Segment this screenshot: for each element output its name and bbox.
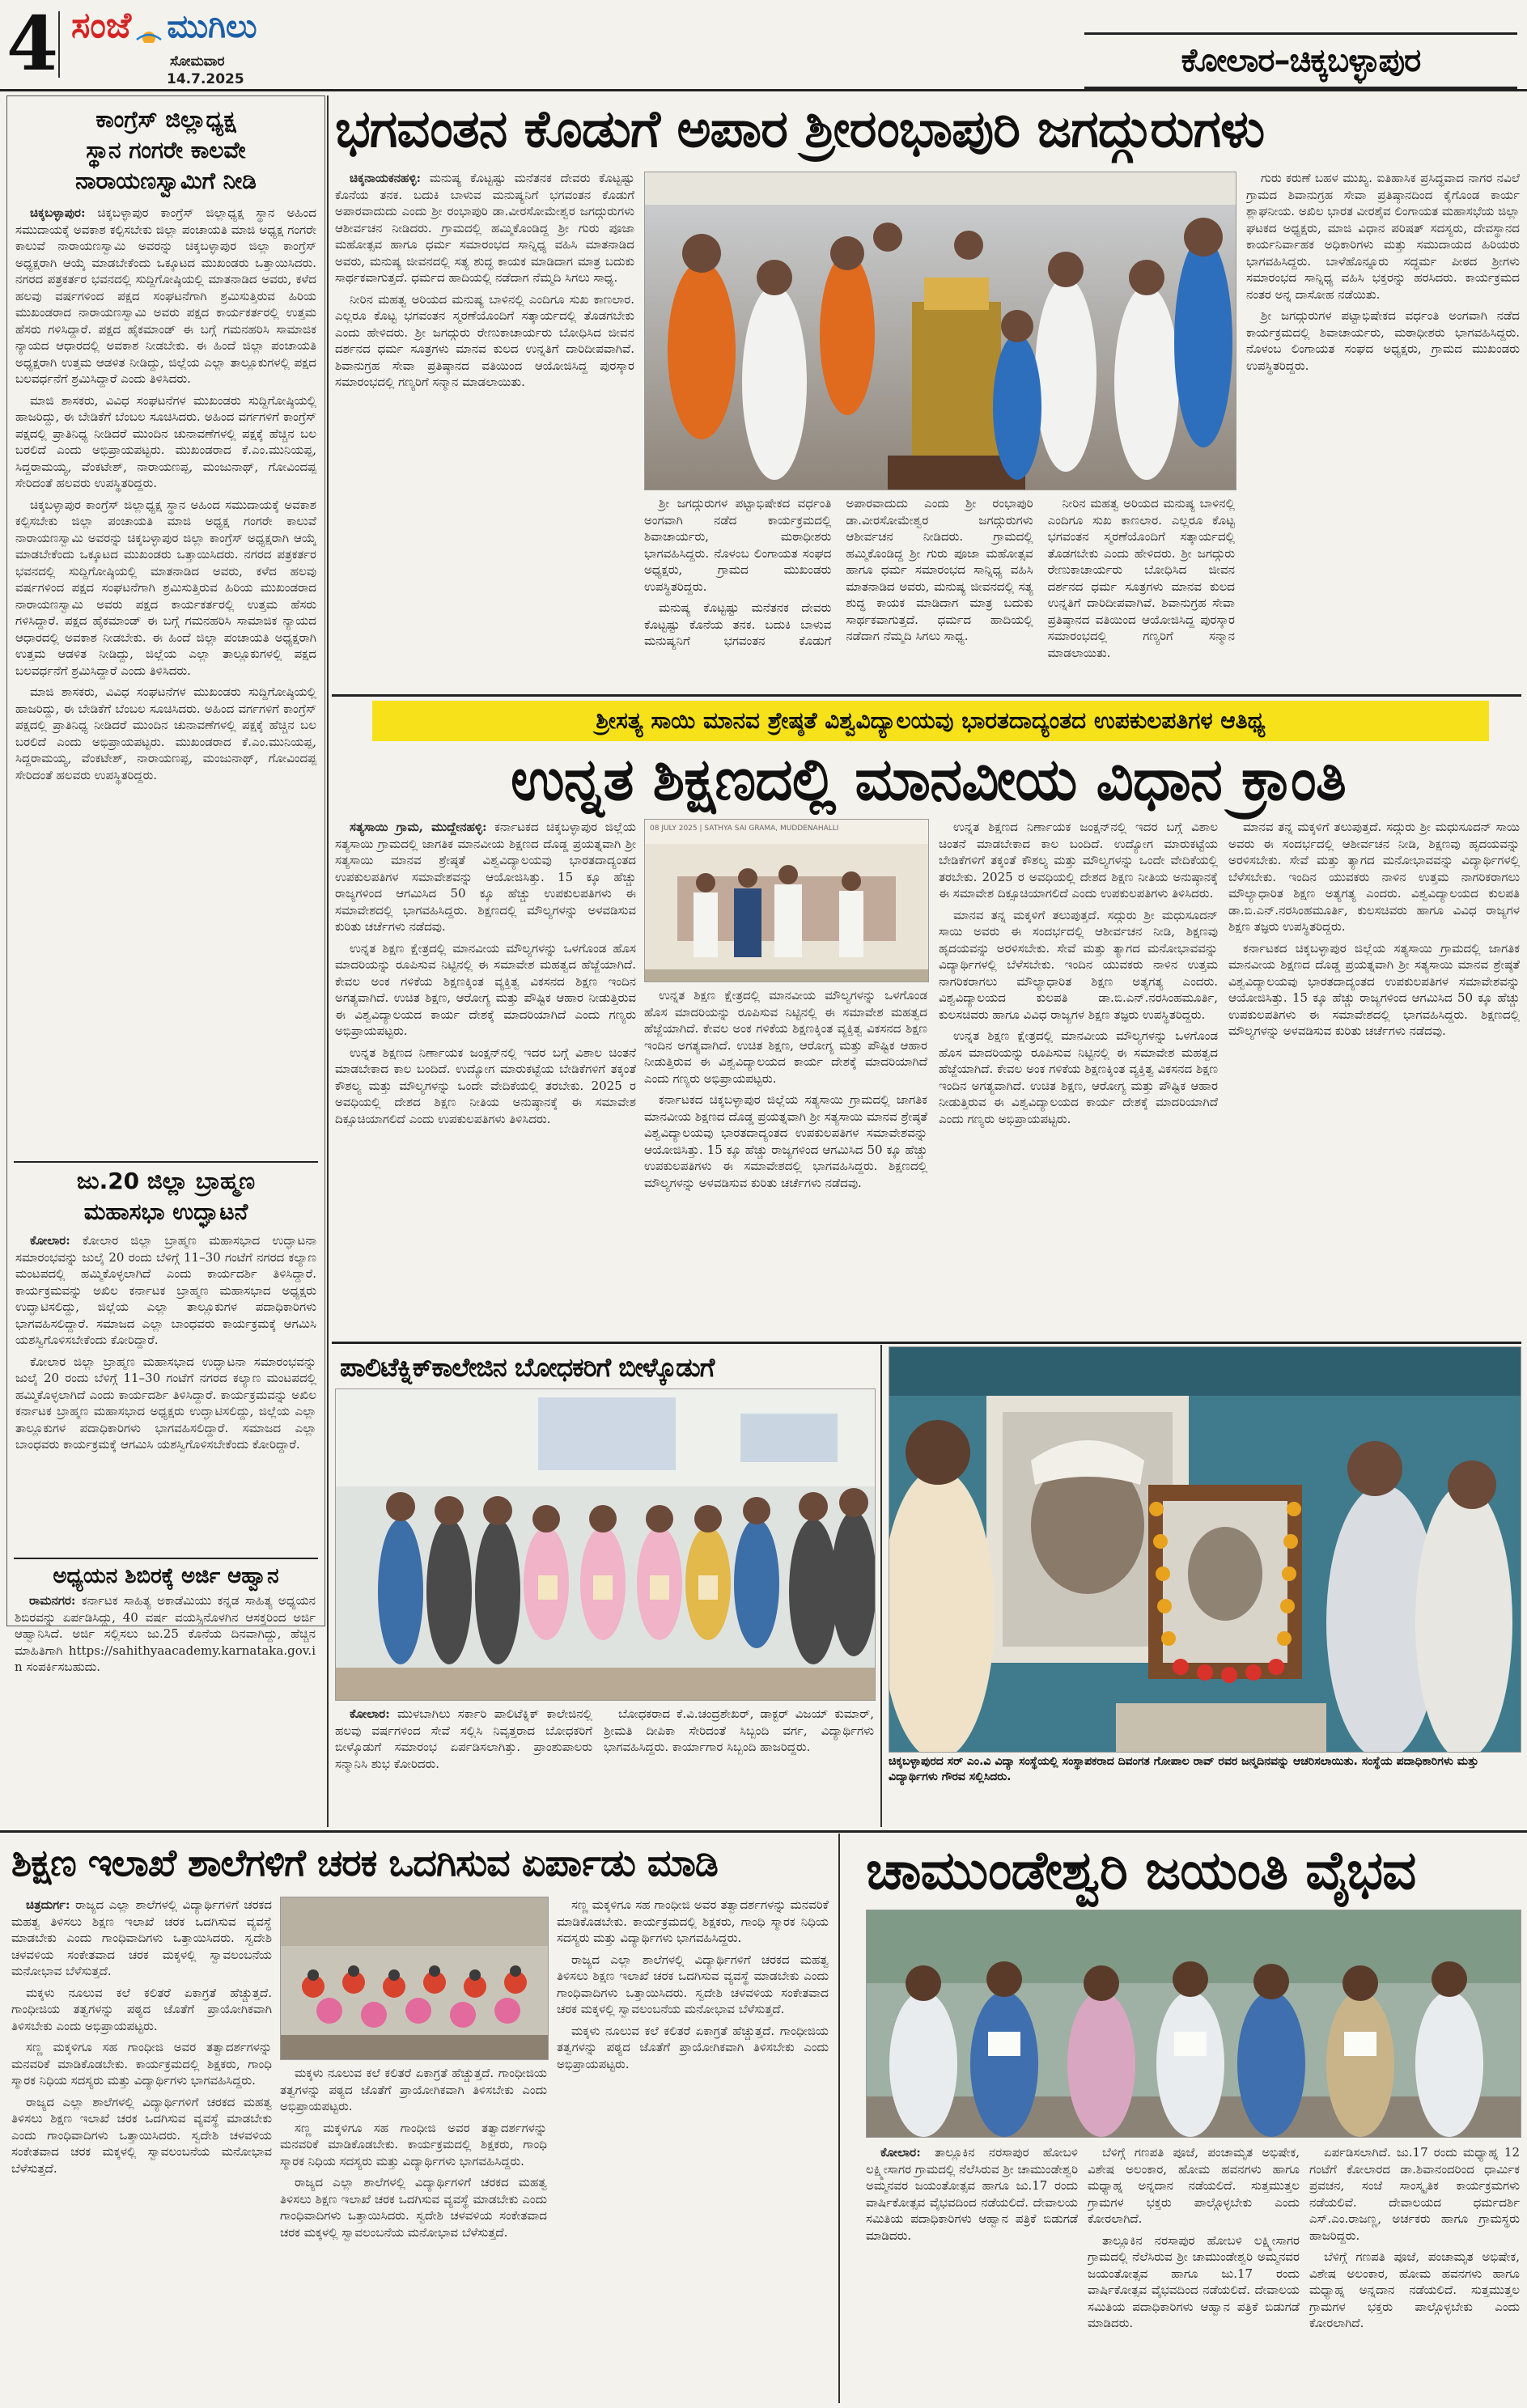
mid-story-col3: ಉನ್ನತ ಶಿಕ್ಷಣದ ನಿರ್ಣಾಯಕ ಜಂಕ್ಷನ್‌ನಲ್ಲಿ ಇದರ ಬಗ್ಗೆ ವಿಶಾಲ ಚಿಂತನೆ ಮಾಡಬೇಕಾದ ಕಾಲ ಬಂದಿದೆ. ಉದ್ಯೋಗ ಮಾರುಕಟ್ಟೆಯ ಬೇಡಿಕೆಗಳಿಗೆ ತಕ್ಕಂತೆ ಕೌಶಲ್ಯ ಮತ್ತು ಮೌಲ್ಯಗಳನ್ನು ಒಂದೇ ವೇದಿಕೆಯಲ್ಲಿ ತರಬೇಕು. 2025 ರ ಅವಧಿಯಲ್ಲಿ ದೇಶದ ಶಿಕ್ಷಣ ನೀತಿಯ ಅನುಷ್ಠಾನಕ್ಕೆ ಈ ಸಮಾವೇಶ ದಿಕ್ಸೂಚಿಯಾಗಲಿದೆ ಎಂದು ಉಪಕುಲಪತಿಗಳು ತಿಳಿಸಿದರು. ಮಾನವ ತನ್ನ ಮಕ್ಕಳಿಗೆ ತಲುಪುತ್ತದೆ. ಸದ್ಗುರು ಶ್ರೀ ಮಧುಸೂದನ್ ಸಾಯಿ ಅವರು ಈ ಸಂದರ್ಭದಲ್ಲಿ ಆಶೀರ್ವಚನ ನೀಡಿ, ಶಿಕ್ಷಣವು ಹೃದಯವನ್ನು ಅರಳಿಸಬೇಕು. ಸೇವೆ ಮತ್ತು ತ್ಯಾಗದ ಮನೋಭಾವವನ್ನು ವಿದ್ಯಾರ್ಥಿಗಳಲ್ಲಿ ಬೆಳೆಸಬೇಕು. ಇಂದಿನ ಯುವಕರು ನಾಳಿನ ಉತ್ತಮ ನಾಗರಿಕರಾಗಲು ಮೌಲ್ಯಾಧಾರಿತ ಶಿಕ್ಷಣ ಅತ್ಯಗತ್ಯ ಎಂದರು. ವಿಶ್ವವಿದ್ಯಾಲಯದ ಕುಲಪತಿ ಡಾ.ಬಿ.ಎನ್.ನರಸಿಂಹಮೂರ್ತಿ, ಕುಲಸಚಿವರು ಹಾಗೂ ವಿವಿಧ ರಾಜ್ಯಗಳ ಶಿಕ್ಷಣ ತಜ್ಞರು ಉಪಸ್ಥಿತರಿದ್ದರು. ಉನ್ನತ ಶಿಕ್ಷಣ ಕ್ಷೇತ್ರದಲ್ಲಿ ಮಾನವೀಯ ಮೌಲ್ಯಗಳನ್ನು ಒಳಗೊಂಡ ಹೊಸ ಮಾದರಿಯನ್ನು ರೂಪಿಸುವ ನಿಟ್ಟಿನಲ್ಲಿ ಈ ಸಮಾವೇಶ ಮಹತ್ವದ ಹೆಜ್ಜೆಯಾಗಿದೆ. ಕೇವಲ ಅಂಕ ಗಳಿಕೆಯ ಶಿಕ್ಷಣಕ್ಕಿಂತ ವ್ಯಕ್ತಿತ್ವ ವಿಕಸನದ ಶಿಕ್ಷಣ ಇಂದಿನ ಅಗತ್ಯವಾಗಿದೆ. ಉಚಿತ ಶಿಕ್ಷಣ, ಆರೋಗ್ಯ ಮತ್ತು ಪೌಷ್ಟಿಕ ಆಹಾರ ನೀಡುತ್ತಿರುವ ಈ ವಿಶ್ವವಿದ್ಯಾಲಯದ ಕಾರ್ಯ ದೇಶಕ್ಕೆ ಮಾದರಿಯಾಗಿದೆ ಎಂದು ಗಣ್ಯರು ಅಭಿಪ್ರಾಯಪಟ್ಟರು. [939,820,1218,1126]
brand-left: ಸಂಜೆ [71,5,132,46]
issue-day: ಸೋಮವಾರ [170,53,225,70]
sidebar-divider-2 [14,1558,318,1559]
sidebar-story2-headline: ಜು.20 ಜಿಲ್ಲಾ ಬ್ರಾಹ್ಮಣ ಮಹಾಸಭಾ ಉದ್ಘಾಟನೆ [76,1168,256,1225]
mid-story-photo [644,819,929,982]
masthead-rule [0,89,1527,91]
top-story-col1: ಚಿಕ್ಕನಾಯಕನಹಳ್ಳಿ: ಮನುಷ್ಯ ಕೊಟ್ಟಷ್ಟು ಮನೆತನಕ ದೇವರು ಕೊಟ್ಟಷ್ಟು ಕೊನೆಯ ತನಕ. ಬದುಕಿ ಬಾಳುವ ಮನುಷ್ಯನಿಗೆ ಭಗವಂತನ ಕೊಡುಗೆ ಅಪಾರವಾದುದು ಎಂದು ಶ್ರೀ ರಂಭಾಪುರಿ ಡಾ.ವೀರಸೋಮೇಶ್ವರ ಜಗದ್ಗುರುಗಳು ಆಶೀರ್ವಚನ ನೀಡಿದರು. ಗ್ರಾಮದಲ್ಲಿ ಹಮ್ಮಿಕೊಂಡಿದ್ದ ಶ್ರೀ ಗುರು ಪೂಜಾ ಮಹೋತ್ಸವ ಹಾಗೂ ಧರ್ಮ ಸಮಾರಂಭದ ಸಾನ್ನಿಧ್ಯ ವಹಿಸಿ ಮಾತನಾಡಿದ ಅವರು, ಮನುಷ್ಯ ಜೀವನದಲ್ಲಿ ಸತ್ಯ ಶುದ್ಧ ಕಾಯಕ ಮಾಡಿದಾಗ ಮಾತ್ರ ಬದುಕು ಸಾರ್ಥಕವಾಗುತ್ತದೆ. ಧರ್ಮದ ಹಾದಿಯಲ್ಲಿ ನಡೆದಾಗ ನೆಮ್ಮದಿ ಸಿಗಲು ಸಾಧ್ಯ. ನೀರಿನ ಮಹತ್ವ ಅರಿಯದ ಮನುಷ್ಯ ಬಾಳಿನಲ್ಲಿ ಎಂದಿಗೂ ಸುಖ ಕಾಣಲಾರ. ಎಲ್ಲರೂ ಕೊಟ್ಟ ಭಗವಂತನ ಸ್ಮರಣೆಯೊಂದಿಗೆ ಸತ್ಕಾರ್ಯದಲ್ಲಿ ತೊಡಗಬೇಕು ಎಂದು ಹೇಳಿದರು. ಶ್ರೀ ಜಗದ್ಗುರು ರೇಣುಕಾಚಾರ್ಯರು ಬೋಧಿಸಿದ ಜೀವನ ದರ್ಶನದ ಧರ್ಮ ಸೂತ್ರಗಳು ಮಾನವ ಕುಲದ ಉನ್ನತಿಗೆ ದಾರಿದೀಪವಾಗಿವೆ. ಶಿವಾನುಗ್ರಹ ಸೇವಾ ಪ್ರತಿಷ್ಠಾನದ ವತಿಯಿಂದ ಆಯೋಜಿಸಿದ್ದ ಪುರಸ್ಕಾರ ಸಮಾರಂಭದಲ್ಲಿ ಗಣ್ಯರಿಗೆ ಸನ್ಮಾನ ಮಾಡಲಾಯಿತು. [335,171,634,389]
banner-kicker: ಶ್ರೀಸತ್ಯ ಸಾಯಿ ಮಾನವ ಶ್ರೇಷ್ಠತೆ ವಿಶ್ವವಿದ್ಯಾಲಯವು ಭಾರತದಾದ್ಯಂತದ ಉಪಕುಲಪತಿಗಳ ಆತಿಥ್ಯ [372,701,1489,741]
mid-story-col2: ಉನ್ನತ ಶಿಕ್ಷಣ ಕ್ಷೇತ್ರದಲ್ಲಿ ಮಾನವೀಯ ಮೌಲ್ಯಗಳನ್ನು ಒಳಗೊಂಡ ಹೊಸ ಮಾದರಿಯನ್ನು ರೂಪಿಸುವ ನಿಟ್ಟಿನಲ್ಲಿ ಈ ಸಮಾವೇಶ ಮಹತ್ವದ ಹೆಜ್ಜೆಯಾಗಿದೆ. ಕೇವಲ ಅಂಕ ಗಳಿಕೆಯ ಶಿಕ್ಷಣಕ್ಕಿಂತ ವ್ಯಕ್ತಿತ್ವ ವಿಕಸನದ ಶಿಕ್ಷಣ ಇಂದಿನ ಅಗತ್ಯವಾಗಿದೆ. ಉಚಿತ ಶಿಕ್ಷಣ, ಆರೋಗ್ಯ ಮತ್ತು ಪೌಷ್ಟಿಕ ಆಹಾರ ನೀಡುತ್ತಿರುವ ಈ ವಿಶ್ವವಿದ್ಯಾಲಯದ ಕಾರ್ಯ ದೇಶಕ್ಕೆ ಮಾದರಿಯಾಗಿದೆ ಎಂದು ಗಣ್ಯರು ಅಭಿಪ್ರಾಯಪಟ್ಟರು. ಕರ್ನಾಟಕದ ಚಿಕ್ಕಬಳ್ಳಾಪುರ ಜಿಲ್ಲೆಯ ಸತ್ಯಸಾಯಿ ಗ್ರಾಮದಲ್ಲಿ ಜಾಗತಿಕ ಮಾನವೀಯ ಶಿಕ್ಷಣದ ದೊಡ್ಡ ಪ್ರಯತ್ನವಾಗಿ ಶ್ರೀ ಸತ್ಯಸಾಯಿ ಮಾನವ ಶ್ರೇಷ್ಠತೆ ವಿಶ್ವವಿದ್ಯಾಲಯವು ಭಾರತದಾದ್ಯಂತದ ಉಪಕುಲಪತಿಗಳ ಸಮಾವೇಶವನ್ನು ಆಯೋಜಿಸಿತ್ತು. 15 ಕ್ಕೂ ಹೆಚ್ಚು ರಾಜ್ಯಗಳಿಂದ ಆಗಮಿಸಿದ 50 ಕ್ಕೂ ಹೆಚ್ಚು ಉಪಕುಲಪತಿಗಳು ಈ ಸಮಾವೇಶದಲ್ಲಿ ಭಾಗವಹಿಸಿದ್ದರು. ಶಿಕ್ಷಣದಲ್ಲಿ ಮೌಲ್ಯಗಳನ್ನು ಅಳವಡಿಸುವ ಕುರಿತು ಚರ್ಚೆಗಳು ನಡೆದವು. [644,988,927,1190]
mv-tribute-caption: ಚಿಕ್ಕಬಳ್ಳಾಪುರದ ಸರ್ ಎಂ.ವಿ ವಿದ್ಯಾ ಸಂಸ್ಥೆಯಲ್ಲಿ ಸಂಸ್ಥಾಪಕರಾದ ದಿವಂಗತ ಗೋಪಾಲ ರಾವ್ ರವರ ಜನ್ಮದಿನವನ್ನು ಆಚರಿಸಲಾಯಿತು. ಸಂಸ್ಥೆಯ ಪದಾಧಿಕಾರಿಗಳು ಮತ್ತು ವಿದ್ಯಾರ್ಥಿಗಳು ಗೌರವ ಸಲ್ಲಿಸಿದರು. [889,1754,1520,1825]
sidebar-column [6,95,325,1626]
charaka-story-photo [280,1897,549,2060]
sidebar-story3-headline: ಅಧ್ಯಯನ ಶಿಬಿರಕ್ಕೆ ಅರ್ಜಿ ಆಹ್ವಾನ [53,1564,279,1588]
charaka-story-headline: ಶಿಕ್ಷಣ ಇಲಾಖೆ ಶಾಲೆಗಳಿಗೆ ಚರಕ ಒದಗಿಸುವ ಏರ್ಪಾಡು ಮಾಡಿ [11,1841,718,1884]
sidebar-story1-headline: ಕಾಂಗ್ರೆಸ್ ಜಿಲ್ಲಾಧ್ಯಕ್ಷ ಸ್ಥಾನ ಗಂಗರೇ ಕಾಲವೇ ನಾರಾಯಣಸ್ವಾಮಿಗೆ ನೀಡಿ [75,106,257,194]
mid-story-rule [332,1342,1521,1344]
top-story-col3: ಶ್ರೀ ಜಗದ್ಗುರುಗಳ ಪಟ್ಟಾಭಿಷೇಕದ ವರ್ಧಂತಿ ಅಂಗವಾಗಿ ನಡೆದ ಕಾರ್ಯಕ್ರಮದಲ್ಲಿ ಶಿವಾಚಾರ್ಯರು, ಮಠಾಧೀಶರು ಭಾಗವಹಿಸಿದ್ದರು. ನೊಳಂಬ ಲಿಂಗಾಯತ ಸಂಘದ ಅಧ್ಯಕ್ಷರು, ಗ್ರಾಮದ ಮುಖಂಡರು ಉಪಸ್ಥಿತರಿದ್ದರು. ಮನುಷ್ಯ ಕೊಟ್ಟಷ್ಟು ಮನೆತನಕ ದೇವರು ಕೊಟ್ಟಷ್ಟು ಕೊನೆಯ ತನಕ. ಬದುಕಿ ಬಾಳುವ ಮನುಷ್ಯನಿಗೆ ಭಗವಂತನ ಕೊಡುಗೆ ಅಪಾರವಾದುದು ಎಂದು ಶ್ರೀ ರಂಭಾಪುರಿ ಡಾ.ವೀರಸೋಮೇಶ್ವರ ಜಗದ್ಗುರುಗಳು ಆಶೀರ್ವಚನ ನೀಡಿದರು. ಗ್ರಾಮದಲ್ಲಿ ಹಮ್ಮಿಕೊಂಡಿದ್ದ ಶ್ರೀ ಗುರು ಪೂಜಾ ಮಹೋತ್ಸವ ಹಾಗೂ ಧರ್ಮ ಸಮಾರಂಭದ ಸಾನ್ನಿಧ್ಯ ವಹಿಸಿ ಮಾತನಾಡಿದ ಅವರು, ಮನುಷ್ಯ ಜೀವನದಲ್ಲಿ ಸತ್ಯ ಶುದ್ಧ ಕಾಯಕ ಮಾಡಿದಾಗ ಮಾತ್ರ ಬದುಕು ಸಾರ್ಥಕವಾಗುತ್ತದೆ. ಧರ್ಮದ ಹಾದಿಯಲ್ಲಿ ನಡೆದಾಗ ನೆಮ್ಮದಿ ಸಿಗಲು ಸಾಧ್ಯ. ನೀರಿನ ಮಹತ್ವ ಅರಿಯದ ಮನುಷ್ಯ ಬಾಳಿನಲ್ಲಿ ಎಂದಿಗೂ ಸುಖ ಕಾಣಲಾರ. ಎಲ್ಲರೂ ಕೊಟ್ಟ ಭಗವಂತನ ಸ್ಮರಣೆಯೊಂದಿಗೆ ಸತ್ಕಾರ್ಯದಲ್ಲಿ ತೊಡಗಬೇಕು ಎಂದು ಹೇಳಿದರು. ಶ್ರೀ ಜಗದ್ಗುರು ರೇಣುಕಾಚಾರ್ಯರು ಬೋಧಿಸಿದ ಜೀವನ ದರ್ಶನದ ಧರ್ಮ ಸೂತ್ರಗಳು ಮಾನವ ಕುಲದ ಉನ್ನತಿಗೆ ದಾರಿದೀಪವಾಗಿವೆ. ಶಿವಾನುಗ್ರಹ ಸೇವಾ ಪ್ರತಿಷ್ಠಾನದ ವತಿಯಿಂದ ಆಯೋಜಿಸಿದ್ದ ಪುರಸ್ಕಾರ ಸಮಾರಂಭದಲ್ಲಿ ಗಣ್ಯರಿಗೆ ಸನ್ಮಾನ ಮಾಡಲಾಯಿತು. [644,496,1235,660]
top-story-col4: ಗುರು ಕರುಣೆ ಬಹಳ ಮುಖ್ಯ. ಐತಿಹಾಸಿಕ ಪ್ರಸಿದ್ಧವಾದ ನಾಗರ ನವಿಲೆ ಗ್ರಾಮದ ಶಿವಾನುಗ್ರಹ ಸೇವಾ ಪ್ರತಿಷ್ಠಾನದಿಂದ ಕೈಗೊಂಡ ಕಾರ್ಯ ಶ್ಲಾಘನೀಯ. ಅಖಿಲ ಭಾರತ ವೀರಶೈವ ಲಿಂಗಾಯತ ಮಹಾಸಭೆಯ ಜಿಲ್ಲಾ ಘಟಕದ ಅಧ್ಯಕ್ಷರು, ಮಾಜಿ ವಿಧಾನ ಪರಿಷತ್ ಸದಸ್ಯರು, ದೇವಸ್ಥಾನದ ಕಾರ್ಯನಿರ್ವಾಹಕ ಅಧಿಕಾರಿಗಳು ಮತ್ತು ಸಮುದಾಯದ ಹಿರಿಯರು ಭಾಗವಹಿಸಿದ್ದರು. ಬಾಳೆಹೊನ್ನೂರು ಸದ್ಧರ್ಮ ಪೀಠದ ಶ್ರೀಗಳು ಸಮಾರಂಭದ ಸಾನ್ನಿಧ್ಯ ವಹಿಸಿ ಭಕ್ತರನ್ನು ಹರಸಿದರು. ಕಾರ್ಯಕ್ರಮದ ನಂತರ ಅನ್ನ ದಾಸೋಹ ನಡೆಯಿತು. ಶ್ರೀ ಜಗದ್ಗುರುಗಳ ಪಟ್ಟಾಭಿಷೇಕದ ವರ್ಧಂತಿ ಅಂಗವಾಗಿ ನಡೆದ ಕಾರ್ಯಕ್ರಮದಲ್ಲಿ ಶಿವಾಚಾರ್ಯರು, ಮಠಾಧೀಶರು ಭಾಗವಹಿಸಿದ್ದರು. ನೊಳಂಬ ಲಿಂಗಾಯತ ಸಂಘದ ಅಧ್ಯಕ್ಷರು, ಗ್ರಾಮದ ಮುಖಂಡರು ಉಪಸ್ಥಿತರಿದ್ದರು. [1246,171,1520,373]
top-story-headline: ಭಗವಂತನ ಕೊಡುಗೆ ಅಪಾರ ಶ್ರೀರಂಭಾಪುರಿ ಜಗದ್ಗುರುಗಳು [335,100,1265,159]
brand-right: ಮುಗಿಲು [167,8,257,45]
poly-story-col1: ಕೋಲಾರ: ಮುಳಬಾಗಿಲು ಸರ್ಕಾರಿ ಪಾಲಿಟೆಕ್ನಿಕ್ ಕಾಲೇಜಿನಲ್ಲಿ ಹಲವು ವರ್ಷಗಳಿಂದ ಸೇವೆ ಸಲ್ಲಿಸಿ ನಿವೃತ್ತರಾದ ಬೋಧಕರಿಗೆ ಬೀಳ್ಕೊಡುಗೆ ಸಮಾರಂಭ ಏರ್ಪಡಿಸಲಾಗಿತ್ತು. ಪ್ರಾಂಶುಪಾಲರು ಸನ್ಮಾನಿಸಿ ಶುಭ ಕೋರಿದರು. [335,1706,592,1771]
mid-story-col1: ಸತ್ಯಸಾಯಿ ಗ್ರಾಮ, ಮುದ್ದೇನಹಳ್ಳಿ: ಕರ್ನಾಟಕದ ಚಿಕ್ಕಬಳ್ಳಾಪುರ ಜಿಲ್ಲೆಯ ಸತ್ಯಸಾಯಿ ಗ್ರಾಮದಲ್ಲಿ ಜಾಗತಿಕ ಮಾನವೀಯ ಶಿಕ್ಷಣದ ದೊಡ್ಡ ಪ್ರಯತ್ನವಾಗಿ ಶ್ರೀ ಸತ್ಯಸಾಯಿ ಮಾನವ ಶ್ರೇಷ್ಠತೆ ವಿಶ್ವವಿದ್ಯಾಲಯವು ಭಾರತದಾದ್ಯಂತದ ಉಪಕುಲಪತಿಗಳ ಸಮಾವೇಶವನ್ನು ಆಯೋಜಿಸಿತ್ತು. 15 ಕ್ಕೂ ಹೆಚ್ಚು ರಾಜ್ಯಗಳಿಂದ ಆಗಮಿಸಿದ 50 ಕ್ಕೂ ಹೆಚ್ಚು ಉಪಕುಲಪತಿಗಳು ಈ ಸಮಾವೇಶದಲ್ಲಿ ಭಾಗವಹಿಸಿದ್ದರು. ಶಿಕ್ಷಣದಲ್ಲಿ ಮೌಲ್ಯಗಳನ್ನು ಅಳವಡಿಸುವ ಕುರಿತು ಚರ್ಚೆಗಳು ನಡೆದವು. ಉನ್ನತ ಶಿಕ್ಷಣ ಕ್ಷೇತ್ರದಲ್ಲಿ ಮಾನವೀಯ ಮೌಲ್ಯಗಳನ್ನು ಒಳಗೊಂಡ ಹೊಸ ಮಾದರಿಯನ್ನು ರೂಪಿಸುವ ನಿಟ್ಟಿನಲ್ಲಿ ಈ ಸಮಾವೇಶ ಮಹತ್ವದ ಹೆಜ್ಜೆಯಾಗಿದೆ. ಕೇವಲ ಅಂಕ ಗಳಿಕೆಯ ಶಿಕ್ಷಣಕ್ಕಿಂತ ವ್ಯಕ್ತಿತ್ವ ವಿಕಸನದ ಶಿಕ್ಷಣ ಇಂದಿನ ಅಗತ್ಯವಾಗಿದೆ. ಉಚಿತ ಶಿಕ್ಷಣ, ಆರೋಗ್ಯ ಮತ್ತು ಪೌಷ್ಟಿಕ ಆಹಾರ ನೀಡುತ್ತಿರುವ ಈ ವಿಶ್ವವಿದ್ಯಾಲಯದ ಕಾರ್ಯ ದೇಶಕ್ಕೆ ಮಾದರಿಯಾಗಿದೆ ಎಂದು ಗಣ್ಯರು ಅಭಿಪ್ರಾಯಪಟ್ಟರು. ಉನ್ನತ ಶಿಕ್ಷಣದ ನಿರ್ಣಾಯಕ ಜಂಕ್ಷನ್‌ನಲ್ಲಿ ಇದರ ಬಗ್ಗೆ ವಿಶಾಲ ಚಿಂತನೆ ಮಾಡಬೇಕಾದ ಕಾಲ ಬಂದಿದೆ. ಉದ್ಯೋಗ ಮಾರುಕಟ್ಟೆಯ ಬೇಡಿಕೆಗಳಿಗೆ ತಕ್ಕಂತೆ ಕೌಶಲ್ಯ ಮತ್ತು ಮೌಲ್ಯಗಳನ್ನು ಒಂದೇ ವೇದಿಕೆಯಲ್ಲಿ ತರಬೇಕು. 2025 ರ ಅವಧಿಯಲ್ಲಿ ದೇಶದ ಶಿಕ್ಷಣ ನೀತಿಯ ಅನುಷ್ಠಾನಕ್ಕೆ ಈ ಸಮಾವೇಶ ದಿಕ್ಸೂಚಿಯಾಗಲಿದೆ ಎಂದು ಉಪಕುಲಪತಿಗಳು ತಿಳಿಸಿದರು. [335,820,636,1126]
charaka-story-col3: ಸಣ್ಣ ಮಕ್ಕಳಿಗೂ ಸಹ ಗಾಂಧೀಜಿ ಅವರ ತತ್ವಾದರ್ಶಗಳನ್ನು ಮನವರಿಕೆ ಮಾಡಿಕೊಡಬೇಕು. ಕಾರ್ಯಕ್ರಮದಲ್ಲಿ ಶಿಕ್ಷಕರು, ಗಾಂಧಿ ಸ್ಮಾರಕ ನಿಧಿಯ ಸದಸ್ಯರು ಮತ್ತು ವಿದ್ಯಾರ್ಥಿಗಳು ಭಾಗವಹಿಸಿದ್ದರು. ರಾಜ್ಯದ ಎಲ್ಲಾ ಶಾಲೆಗಳಲ್ಲಿ ವಿದ್ಯಾರ್ಥಿಗಳಿಗೆ ಚರಕದ ಮಹತ್ವ ತಿಳಿಸಲು ಶಿಕ್ಷಣ ಇಲಾಖೆ ಚರಕ ಒದಗಿಸುವ ವ್ಯವಸ್ಥೆ ಮಾಡಬೇಕು ಎಂದು ಗಾಂಧಿವಾದಿಗಳು ಒತ್ತಾಯಿಸಿದರು. ಸ್ವದೇಶಿ ಚಳವಳಿಯ ಸಂಕೇತವಾದ ಚರಕ ಮಕ್ಕಳಲ್ಲಿ ಸ್ವಾವಲಂಬನೆಯ ಮನೋಭಾವ ಬೆಳೆಸುತ್ತದೆ. ಮಕ್ಕಳು ನೂಲುವ ಕಲೆ ಕಲಿತರೆ ಏಕಾಗ್ರತೆ ಹೆಚ್ಚುತ್ತದೆ. ಗಾಂಧೀಜಿಯ ತತ್ವಗಳನ್ನು ಪಠ್ಯದ ಜೊತೆಗೆ ಪ್ರಾಯೋಗಿಕವಾಗಿ ತಿಳಿಸಬೇಕು ಎಂದು ಅಭಿಪ್ರಾಯಪಟ್ಟರು. [557,1897,829,2071]
masthead [0,0,1527,91]
chamundeshwari-col3: ಏರ್ಪಡಿಸಲಾಗಿದೆ. ಜು.17 ರಂದು ಮಧ್ಯಾಹ್ನ 12 ಗಂಟೆಗೆ ಕೋಲಾರದ ಡಾ.ಶಿವಾನಂದರಿಂದ ಧಾರ್ಮಿಕ ಪ್ರವಚನ, ಸಂಜೆ ಸಾಂಸ್ಕೃತಿಕ ಕಾರ್ಯಕ್ರಮಗಳು ನಡೆಯಲಿವೆ. ದೇವಾಲಯದ ಧರ್ಮದರ್ಶಿ ಎಸ್.ಎಂ.ರಾಜಣ್ಣ, ಅರ್ಚಕರು ಹಾಗೂ ಗ್ರಾಮಸ್ಥರು ಹಾಜರಿದ್ದರು. ಬೆಳಿಗ್ಗೆ ಗಣಪತಿ ಪೂಜೆ, ಪಂಚಾಮೃತ ಅಭಿಷೇಕ, ವಿಶೇಷ ಅಲಂಕಾರ, ಹೋಮ ಹವನಗಳು ಹಾಗೂ ಮಧ್ಯಾಹ್ನ ಅನ್ನದಾನ ನಡೆಯಲಿದೆ. ಸುತ್ತಮುತ್ತಲ ಗ್ರಾಮಗಳ ಭಕ್ತರು ಪಾಲ್ಗೊಳ್ಳಬೇಕು ಎಂದು ಕೋರಲಾಗಿದೆ. [1309,2145,1520,2330]
sidebar-separator [327,95,329,1827]
photo-watermark: 08 JULY 2025 | SATHYA SAI GRAMA, MUDDENAHALLI [650,825,839,833]
sidebar-story2-body: ಕೋಲಾರ: ಕೋಲಾರ ಜಿಲ್ಲಾ ಬ್ರಾಹ್ಮಣ ಮಹಾಸಭಾದ ಉದ್ಘಾಟನಾ ಸಮಾರಂಭವನ್ನು ಜುಲೈ 20 ರಂದು ಬೆಳಿಗ್ಗೆ 11–30 ಗಂಟೆಗೆ ನಗರದ ಕಲ್ಯಾಣ ಮಂಟಪದಲ್ಲಿ ಹಮ್ಮಿಕೊಳ್ಳಲಾಗಿದೆ ಎಂದು ಕಾರ್ಯದರ್ಶಿ ತಿಳಿಸಿದ್ದಾರೆ. ಕಾರ್ಯಕ್ರಮವನ್ನು ಅಖಿಲ ಕರ್ನಾಟಕ ಬ್ರಾಹ್ಮಣ ಮಹಾಸಭಾದ ಅಧ್ಯಕ್ಷರು ಉದ್ಘಾಟಿಸಲಿದ್ದು, ಜಿಲ್ಲೆಯ ಎಲ್ಲಾ ತಾಲ್ಲೂಕುಗಳ ಪದಾಧಿಕಾರಿಗಳು ಭಾಗವಹಿಸಲಿದ್ದಾರೆ. ಸಮಾಜದ ಎಲ್ಲಾ ಬಾಂಧವರು ಕಾರ್ಯಕ್ರಮಕ್ಕೆ ಆಗಮಿಸಿ ಯಶಸ್ವಿಗೊಳಿಸಬೇಕೆಂದು ಕೋರಿದ್ದಾರೆ. ಕೋಲಾರ ಜಿಲ್ಲಾ ಬ್ರಾಹ್ಮಣ ಮಹಾಸಭಾದ ಉದ್ಘಾಟನಾ ಸಮಾರಂಭವನ್ನು ಜುಲೈ 20 ರಂದು ಬೆಳಿಗ್ಗೆ 11–30 ಗಂಟೆಗೆ ನಗರದ ಕಲ್ಯಾಣ ಮಂಟಪದಲ್ಲಿ ಹಮ್ಮಿಕೊಳ್ಳಲಾಗಿದೆ ಎಂದು ಕಾರ್ಯದರ್ಶಿ ತಿಳಿಸಿದ್ದಾರೆ. ಕಾರ್ಯಕ್ರಮವನ್ನು ಅಖಿಲ ಕರ್ನಾಟಕ ಬ್ರಾಹ್ಮಣ ಮಹಾಸಭಾದ ಅಧ್ಯಕ್ಷರು ಉದ್ಘಾಟಿಸಲಿದ್ದು, ಜಿಲ್ಲೆಯ ಎಲ್ಲಾ ತಾಲ್ಲೂಕುಗಳ ಪದಾಧಿಕಾರಿಗಳು ಭಾಗವಹಿಸಲಿದ್ದಾರೆ. ಸಮಾಜದ ಎಲ್ಲಾ ಬಾಂಧವರು ಕಾರ್ಯಕ್ರಮಕ್ಕೆ ಆಗಮಿಸಿ ಯಶಸ್ವಿಗೊಳಿಸಬೇಕೆಂದು ಕೋರಿದ್ದಾರೆ. [15,1233,316,1452]
mid-story-headline: ಉನ್ನತ ಶಿಕ್ಷಣದಲ್ಲಿ ಮಾನವೀಯ ವಿಧಾನ ಕ್ರಾಂತಿ [511,745,1346,813]
section-label [1084,32,1517,89]
masthead-divider [58,11,60,78]
chamundeshwari-story-headline: ಚಾಮುಂಡೇಶ್ವರಿ ಜಯಂತಿ ವೈಭವ [866,1839,1416,1901]
section-title: ಕೋಲಾರ–ಚಿಕ್ಕಬಳ್ಳಾಪುರ [1181,42,1421,79]
top-story-photo [644,172,1236,490]
poly-story-headline: ಪಾಲಿಟೆಕ್ನಿಕ್‌ಕಾಲೇಜಿನ ಬೋಧಕರಿಗೆ ಬೀಳ್ಕೊಡುಗೆ [340,1352,715,1383]
poly-story-col2: ಬೋಧಕರಾದ ಕೆ.ವಿ.ಚಂದ್ರಶೇಖರ್, ಡಾಕ್ಟರ್ ವಿಜಯ್ ಕುಮಾರ್, ಶ್ರೀಮತಿ ದೀಪಿಕಾ ಸೇರಿದಂತೆ ಸಿಬ್ಬಂದಿ ವರ್ಗ, ವಿದ್ಯಾರ್ಥಿಗಳು ಭಾಗವಹಿಸಿದ್ದರು. ಕಾರ್ಯಾಗಾರ ಸಿಬ್ಬಂದಿ ಹಾಜರಿದ್ದರು. [604,1706,874,1754]
sidebar-story3-body: ರಾಮನಗರ: ಕರ್ನಾಟಕ ಸಾಹಿತ್ಯ ಅಕಾಡೆಮಿಯು ಕನ್ನಡ ಸಾಹಿತ್ಯ ಅಧ್ಯಯನ ಶಿಬಿರವನ್ನು ಏರ್ಪಡಿಸಿದ್ದು, 40 ವರ್ಷ ವಯಸ್ಸಿನೊಳಗಿನ ಆಸಕ್ತರಿಂದ ಅರ್ಜಿ ಆಹ್ವಾನಿಸಿದೆ. ಅರ್ಜಿ ಸಲ್ಲಿಸಲು ಜು.25 ಕೊನೆಯ ದಿನವಾಗಿದ್ದು, ಹೆಚ್ಚಿನ ಮಾಹಿತಿಗಾಗಿ https://sahithyaacademy.karnataka.gov.in ಸಂಪರ್ಕಿಸಬಹುದು. [15,1593,316,1674]
bottom-separator [838,1834,840,2403]
sidebar-story1-body: ಚಿಕ್ಕಬಳ್ಳಾಪುರ: ಚಿಕ್ಕಬಳ್ಳಾಪುರ ಕಾಂಗ್ರೆಸ್ ಜಿಲ್ಲಾಧ್ಯಕ್ಷ ಸ್ಥಾನ ಅಹಿಂದ ಸಮುದಾಯಕ್ಕೆ ಅವಕಾಶ ಕಲ್ಪಿಸಬೇಕು ಜಿಲ್ಲಾ ಪಂಚಾಯತಿ ಮಾಜಿ ಅಧ್ಯಕ್ಷ ಗಂಗರೇ ಕಾಲುವೆ ನಾರಾಯಣಸ್ವಾಮಿ ಅವರನ್ನು ಚಿಕ್ಕಬಳ್ಳಾಪುರ ಜಿಲ್ಲಾ ಕಾಂಗ್ರೆಸ್ ಅಧ್ಯಕ್ಷರಾಗಿ ಆಯ್ಕೆ ಮಾಡಬೇಕೆಂದು ಒಕ್ಕೂಟದ ಮುಖಂಡರು ಒತ್ತಾಯಿಸಿದರು. ನಗರದ ಪತ್ರಕರ್ತರ ಭವನದಲ್ಲಿ ಸುದ್ದಿಗೋಷ್ಠಿಯಲ್ಲಿ ಮಾತನಾಡಿದ ಅವರು, ಕಳೆದ ಹಲವು ವರ್ಷಗಳಿಂದ ಪಕ್ಷದ ಸಂಘಟನೆಗಾಗಿ ಶ್ರಮಿಸುತ್ತಿರುವ ಹಿರಿಯ ಮುಖಂಡರಾದ ನಾರಾಯಣಸ್ವಾಮಿ ಅವರು ಪಕ್ಷದ ಕಾರ್ಯಕರ್ತರಲ್ಲಿ ಉತ್ತಮ ಹೆಸರು ಗಳಿಸಿದ್ದಾರೆ. ಪಕ್ಷದ ಹೈಕಮಾಂಡ್ ಈ ಬಗ್ಗೆ ಗಮನಹರಿಸಿ ಸಾಮಾಜಿಕ ನ್ಯಾಯದ ಆಧಾರದಲ್ಲಿ ಅವಕಾಶ ನೀಡಬೇಕು. ಈ ಹಿಂದೆ ಜಿಲ್ಲಾ ಪಂಚಾಯತಿ ಅಧ್ಯಕ್ಷರಾಗಿ ಉತ್ತಮ ಆಡಳಿತ ನೀಡಿದ್ದು, ಜಿಲ್ಲೆಯ ಎಲ್ಲಾ ತಾಲ್ಲೂಕುಗಳಲ್ಲಿ ಪಕ್ಷದ ಬಲವರ್ಧನೆಗೆ ಶ್ರಮಿಸಿದ್ದಾರೆ ಎಂದು ತಿಳಿಸಿದರು. ಮಾಜಿ ಶಾಸಕರು, ವಿವಿಧ ಸಂಘಟನೆಗಳ ಮುಖಂಡರು ಸುದ್ದಿಗೋಷ್ಠಿಯಲ್ಲಿ ಹಾಜರಿದ್ದು, ಈ ಬೇಡಿಕೆಗೆ ಬೆಂಬಲ ಸೂಚಿಸಿದರು. ಅಹಿಂದ ವರ್ಗಗಳಿಗೆ ಕಾಂಗ್ರೆಸ್ ಪಕ್ಷದಲ್ಲಿ ಪ್ರಾತಿನಿಧ್ಯ ನೀಡಿದರೆ ಮುಂದಿನ ಚುನಾವಣೆಗಳಲ್ಲಿ ಪಕ್ಷಕ್ಕೆ ಹೆಚ್ಚಿನ ಬಲ ಬರಲಿದೆ ಎಂದು ಅಭಿಪ್ರಾಯಪಟ್ಟರು. ಮುಖಂಡರಾದ ಕೆ.ಎಂ.ಮುನಿಯಪ್ಪ, ಸಿದ್ದರಾಮಯ್ಯ, ವೆಂಕಟೇಶ್, ನಾರಾಯಣಪ್ಪ, ಮಂಜುನಾಥ್, ಗೋವಿಂದಪ್ಪ ಸೇರಿದಂತೆ ಹಲವರು ಉಪಸ್ಥಿತರಿದ್ದರು. ಚಿಕ್ಕಬಳ್ಳಾಪುರ ಕಾಂಗ್ರೆಸ್ ಜಿಲ್ಲಾಧ್ಯಕ್ಷ ಸ್ಥಾನ ಅಹಿಂದ ಸಮುದಾಯಕ್ಕೆ ಅವಕಾಶ ಕಲ್ಪಿಸಬೇಕು ಜಿಲ್ಲಾ ಪಂಚಾಯತಿ ಮಾಜಿ ಅಧ್ಯಕ್ಷ ಗಂಗರೇ ಕಾಲುವೆ ನಾರಾಯಣಸ್ವಾಮಿ ಅವರನ್ನು ಚಿಕ್ಕಬಳ್ಳಾಪುರ ಜಿಲ್ಲಾ ಕಾಂಗ್ರೆಸ್ ಅಧ್ಯಕ್ಷರಾಗಿ ಆಯ್ಕೆ ಮಾಡಬೇಕೆಂದು ಒಕ್ಕೂಟದ ಮುಖಂಡರು ಒತ್ತಾಯಿಸಿದರು. ನಗರದ ಪತ್ರಕರ್ತರ ಭವನದಲ್ಲಿ ಸುದ್ದಿಗೋಷ್ಠಿಯಲ್ಲಿ ಮಾತನಾಡಿದ ಅವರು, ಕಳೆದ ಹಲವು ವರ್ಷಗಳಿಂದ ಪಕ್ಷದ ಸಂಘಟನೆಗಾಗಿ ಶ್ರಮಿಸುತ್ತಿರುವ ಹಿರಿಯ ಮುಖಂಡರಾದ ನಾರಾಯಣಸ್ವಾಮಿ ಅವರು ಪಕ್ಷದ ಕಾರ್ಯಕರ್ತರಲ್ಲಿ ಉತ್ತಮ ಹೆಸರು ಗಳಿಸಿದ್ದಾರೆ. ಪಕ್ಷದ ಹೈಕಮಾಂಡ್ ಈ ಬಗ್ಗೆ ಗಮನಹರಿಸಿ ಸಾಮಾಜಿಕ ನ್ಯಾಯದ ಆಧಾರದಲ್ಲಿ ಅವಕಾಶ ನೀಡಬೇಕು. ಈ ಹಿಂದೆ ಜಿಲ್ಲಾ ಪಂಚಾಯತಿ ಅಧ್ಯಕ್ಷರಾಗಿ ಉತ್ತಮ ಆಡಳಿತ ನೀಡಿದ್ದು, ಜಿಲ್ಲೆಯ ಎಲ್ಲಾ ತಾಲ್ಲೂಕುಗಳಲ್ಲಿ ಪಕ್ಷದ ಬಲವರ್ಧನೆಗೆ ಶ್ರಮಿಸಿದ್ದಾರೆ ಎಂದು ತಿಳಿಸಿದರು. ಮಾಜಿ ಶಾಸಕರು, ವಿವಿಧ ಸಂಘಟನೆಗಳ ಮುಖಂಡರು ಸುದ್ದಿಗೋಷ್ಠಿಯಲ್ಲಿ ಹಾಜರಿದ್ದು, ಈ ಬೇಡಿಕೆಗೆ ಬೆಂಬಲ ಸೂಚಿಸಿದರು. ಅಹಿಂದ ವರ್ಗಗಳಿಗೆ ಕಾಂಗ್ರೆಸ್ ಪಕ್ಷದಲ್ಲಿ ಪ್ರಾತಿನಿಧ್ಯ ನೀಡಿದರೆ ಮುಂದಿನ ಚುನಾವಣೆಗಳಲ್ಲಿ ಪಕ್ಷಕ್ಕೆ ಹೆಚ್ಚಿನ ಬಲ ಬರಲಿದೆ ಎಂದು ಅಭಿಪ್ರಾಯಪಟ್ಟರು. ಮುಖಂಡರಾದ ಕೆ.ಎಂ.ಮುನಿಯಪ್ಪ, ಸಿದ್ದರಾಮಯ್ಯ, ವೆಂಕಟೇಶ್, ನಾರಾಯಣಪ್ಪ, ಮಂಜುನಾಥ್, ಗೋವಿಂದಪ್ಪ ಸೇರಿದಂತೆ ಹಲವರು ಉಪಸ್ಥಿತರಿದ್ದರು. [15,206,316,782]
chamundeshwari-col1: ಕೋಲಾರ: ತಾಲ್ಲೂಕಿನ ನರಸಾಪುರ ಹೋಬಳಿ ಲಕ್ಷ್ಮೀಸಾಗರ ಗ್ರಾಮದಲ್ಲಿ ನೆಲೆಸಿರುವ ಶ್ರೀ ಚಾಮುಂಡೇಶ್ವರಿ ಅಮ್ಮನವರ ಜಯಂತೋತ್ಸವ ಹಾಗೂ ಜು.17 ರಂದು ವಾರ್ಷಿಕೋತ್ಸವ ವೈಭವದಿಂದ ನಡೆಯಲಿದೆ. ದೇವಾಲಯ ಸಮಿತಿಯ ಪದಾಧಿಕಾರಿಗಳು ಆಹ್ವಾನ ಪತ್ರಿಕೆ ಬಿಡುಗಡೆ ಮಾಡಿದರು. [866,2145,1078,2243]
chamundeshwari-story-photo [866,1910,1521,2138]
mv-tribute-photo [889,1346,1521,1753]
chamundeshwari-col2: ಬೆಳಿಗ್ಗೆ ಗಣಪತಿ ಪೂಜೆ, ಪಂಚಾಮೃತ ಅಭಿಷೇಕ, ವಿಶೇಷ ಅಲಂಕಾರ, ಹೋಮ ಹವನಗಳು ಹಾಗೂ ಮಧ್ಯಾಹ್ನ ಅನ್ನದಾನ ನಡೆಯಲಿದೆ. ಸುತ್ತಮುತ್ತಲ ಗ್ರಾಮಗಳ ಭಕ್ತರು ಪಾಲ್ಗೊಳ್ಳಬೇಕು ಎಂದು ಕೋರಲಾಗಿದೆ. ತಾಲ್ಲೂಕಿನ ನರಸಾಪುರ ಹೋಬಳಿ ಲಕ್ಷ್ಮೀಸಾಗರ ಗ್ರಾಮದಲ್ಲಿ ನೆಲೆಸಿರುವ ಶ್ರೀ ಚಾಮುಂಡೇಶ್ವರಿ ಅಮ್ಮನವರ ಜಯಂತೋತ್ಸವ ಹಾಗೂ ಜು.17 ರಂದು ವಾರ್ಷಿಕೋತ್ಸವ ವೈಭವದಿಂದ ನಡೆಯಲಿದೆ. ದೇವಾಲಯ ಸಮಿತಿಯ ಪದಾಧಿಕಾರಿಗಳು ಆಹ್ವಾನ ಪತ್ರಿಕೆ ಬಿಡುಗಡೆ ಮಾಡಿದರು. [1088,2145,1300,2330]
mid-story-col4: ಮಾನವ ತನ್ನ ಮಕ್ಕಳಿಗೆ ತಲುಪುತ್ತದೆ. ಸದ್ಗುರು ಶ್ರೀ ಮಧುಸೂದನ್ ಸಾಯಿ ಅವರು ಈ ಸಂದರ್ಭದಲ್ಲಿ ಆಶೀರ್ವಚನ ನೀಡಿ, ಶಿಕ್ಷಣವು ಹೃದಯವನ್ನು ಅರಳಿಸಬೇಕು. ಸೇವೆ ಮತ್ತು ತ್ಯಾಗದ ಮನೋಭಾವವನ್ನು ವಿದ್ಯಾರ್ಥಿಗಳಲ್ಲಿ ಬೆಳೆಸಬೇಕು. ಇಂದಿನ ಯುವಕರು ನಾಳಿನ ಉತ್ತಮ ನಾಗರಿಕರಾಗಲು ಮೌಲ್ಯಾಧಾರಿತ ಶಿಕ್ಷಣ ಅತ್ಯಗತ್ಯ ಎಂದರು. ವಿಶ್ವವಿದ್ಯಾಲಯದ ಕುಲಪತಿ ಡಾ.ಬಿ.ಎನ್.ನರಸಿಂಹಮೂರ್ತಿ, ಕುಲಸಚಿವರು ಹಾಗೂ ವಿವಿಧ ರಾಜ್ಯಗಳ ಶಿಕ್ಷಣ ತಜ್ಞರು ಉಪಸ್ಥಿತರಿದ್ದರು. ಕರ್ನಾಟಕದ ಚಿಕ್ಕಬಳ್ಳಾಪುರ ಜಿಲ್ಲೆಯ ಸತ್ಯಸಾಯಿ ಗ್ರಾಮದಲ್ಲಿ ಜಾಗತಿಕ ಮಾನವೀಯ ಶಿಕ್ಷಣದ ದೊಡ್ಡ ಪ್ರಯತ್ನವಾಗಿ ಶ್ರೀ ಸತ್ಯಸಾಯಿ ಮಾನವ ಶ್ರೇಷ್ಠತೆ ವಿಶ್ವವಿದ್ಯಾಲಯವು ಭಾರತದಾದ್ಯಂತದ ಉಪಕುಲಪತಿಗಳ ಸಮಾವೇಶವನ್ನು ಆಯೋಜಿಸಿತ್ತು. 15 ಕ್ಕೂ ಹೆಚ್ಚು ರಾಜ್ಯಗಳಿಂದ ಆಗಮಿಸಿದ 50 ಕ್ಕೂ ಹೆಚ್ಚು ಉಪಕುಲಪತಿಗಳು ಈ ಸಮಾವೇಶದಲ್ಲಿ ಭಾಗವಹಿಸಿದ್ದರು. ಶಿಕ್ಷಣದಲ್ಲಿ ಮೌಲ್ಯಗಳನ್ನು ಅಳವಡಿಸುವ ಕುರಿತು ಚರ್ಚೆಗಳು ನಡೆದವು. [1228,820,1520,1038]
academy-link[interactable]: https://sahithyaacademy.karnataka.gov.in [15,1643,316,1674]
top-story-rule [332,694,1521,697]
brand-logo [71,5,306,53]
issue-date: 14.7.2025 [167,71,244,87]
poly-story-photo [335,1388,876,1701]
poly-separator [880,1345,882,1827]
bottom-rule [0,1830,1527,1833]
sidebar-divider-1 [14,1161,318,1163]
sun-icon [135,25,163,43]
charaka-story-col2: ಮಕ್ಕಳು ನೂಲುವ ಕಲೆ ಕಲಿತರೆ ಏಕಾಗ್ರತೆ ಹೆಚ್ಚುತ್ತದೆ. ಗಾಂಧೀಜಿಯ ತತ್ವಗಳನ್ನು ಪಠ್ಯದ ಜೊತೆಗೆ ಪ್ರಾಯೋಗಿಕವಾಗಿ ತಿಳಿಸಬೇಕು ಎಂದು ಅಭಿಪ್ರಾಯಪಟ್ಟರು. ಸಣ್ಣ ಮಕ್ಕಳಿಗೂ ಸಹ ಗಾಂಧೀಜಿ ಅವರ ತತ್ವಾದರ್ಶಗಳನ್ನು ಮನವರಿಕೆ ಮಾಡಿಕೊಡಬೇಕು. ಕಾರ್ಯಕ್ರಮದಲ್ಲಿ ಶಿಕ್ಷಕರು, ಗಾಂಧಿ ಸ್ಮಾರಕ ನಿಧಿಯ ಸದಸ್ಯರು ಮತ್ತು ವಿದ್ಯಾರ್ಥಿಗಳು ಭಾಗವಹಿಸಿದ್ದರು. ರಾಜ್ಯದ ಎಲ್ಲಾ ಶಾಲೆಗಳಲ್ಲಿ ವಿದ್ಯಾರ್ಥಿಗಳಿಗೆ ಚರಕದ ಮಹತ್ವ ತಿಳಿಸಲು ಶಿಕ್ಷಣ ಇಲಾಖೆ ಚರಕ ಒದಗಿಸುವ ವ್ಯವಸ್ಥೆ ಮಾಡಬೇಕು ಎಂದು ಗಾಂಧಿವಾದಿಗಳು ಒತ್ತಾಯಿಸಿದರು. ಸ್ವದೇಶಿ ಚಳವಳಿಯ ಸಂಕೇತವಾದ ಚರಕ ಮಕ್ಕಳಲ್ಲಿ ಸ್ವಾವಲಂಬನೆಯ ಮನೋಭಾವ ಬೆಳೆಸುತ್ತದೆ. [280,2066,547,2240]
page-number: 4 [6,0,59,87]
charaka-story-col1: ಚಿತ್ರದುರ್ಗ: ರಾಜ್ಯದ ಎಲ್ಲಾ ಶಾಲೆಗಳಲ್ಲಿ ವಿದ್ಯಾರ್ಥಿಗಳಿಗೆ ಚರಕದ ಮಹತ್ವ ತಿಳಿಸಲು ಶಿಕ್ಷಣ ಇಲಾಖೆ ಚರಕ ಒದಗಿಸುವ ವ್ಯವಸ್ಥೆ ಮಾಡಬೇಕು ಎಂದು ಗಾಂಧಿವಾದಿಗಳು ಒತ್ತಾಯಿಸಿದರು. ಸ್ವದೇಶಿ ಚಳವಳಿಯ ಸಂಕೇತವಾದ ಚರಕ ಮಕ್ಕಳಲ್ಲಿ ಸ್ವಾವಲಂಬನೆಯ ಮನೋಭಾವ ಬೆಳೆಸುತ್ತದೆ. ಮಕ್ಕಳು ನೂಲುವ ಕಲೆ ಕಲಿತರೆ ಏಕಾಗ್ರತೆ ಹೆಚ್ಚುತ್ತದೆ. ಗಾಂಧೀಜಿಯ ತತ್ವಗಳನ್ನು ಪಠ್ಯದ ಜೊತೆಗೆ ಪ್ರಾಯೋಗಿಕವಾಗಿ ತಿಳಿಸಬೇಕು ಎಂದು ಅಭಿಪ್ರಾಯಪಟ್ಟರು. ಸಣ್ಣ ಮಕ್ಕಳಿಗೂ ಸಹ ಗಾಂಧೀಜಿ ಅವರ ತತ್ವಾದರ್ಶಗಳನ್ನು ಮನವರಿಕೆ ಮಾಡಿಕೊಡಬೇಕು. ಕಾರ್ಯಕ್ರಮದಲ್ಲಿ ಶಿಕ್ಷಕರು, ಗಾಂಧಿ ಸ್ಮಾರಕ ನಿಧಿಯ ಸದಸ್ಯರು ಮತ್ತು ವಿದ್ಯಾರ್ಥಿಗಳು ಭಾಗವಹಿಸಿದ್ದರು. ರಾಜ್ಯದ ಎಲ್ಲಾ ಶಾಲೆಗಳಲ್ಲಿ ವಿದ್ಯಾರ್ಥಿಗಳಿಗೆ ಚರಕದ ಮಹತ್ವ ತಿಳಿಸಲು ಶಿಕ್ಷಣ ಇಲಾಖೆ ಚರಕ ಒದಗಿಸುವ ವ್ಯವಸ್ಥೆ ಮಾಡಬೇಕು ಎಂದು ಗಾಂಧಿವಾದಿಗಳು ಒತ್ತಾಯಿಸಿದರು. ಸ್ವದೇಶಿ ಚಳವಳಿಯ ಸಂಕೇತವಾದ ಚರಕ ಮಕ್ಕಳಲ್ಲಿ ಸ್ವಾವಲಂಬನೆಯ ಮನೋಭಾವ ಬೆಳೆಸುತ್ತದೆ. [11,1897,272,2176]
